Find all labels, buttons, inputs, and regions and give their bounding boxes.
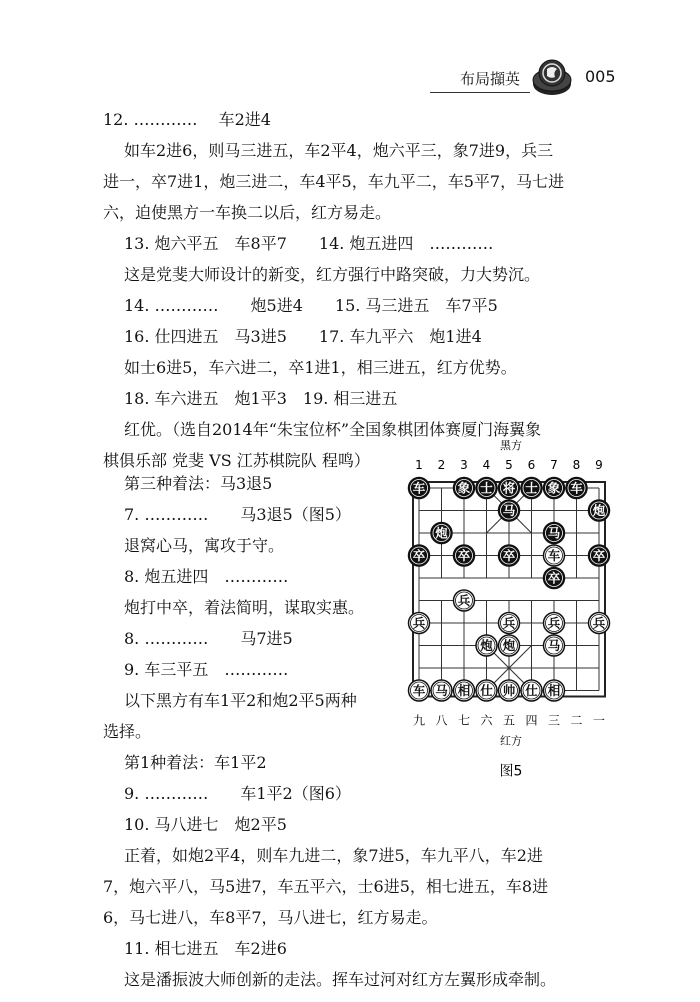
- piece-glyph: 卒: [502, 548, 516, 563]
- left-line: 9. ………… 车1平2（图6）: [124, 784, 351, 803]
- text-line: 如车2进6，则马三进五，车2平4，炮六平三，象7进9，兵三: [124, 141, 554, 160]
- piece-glyph: 马: [502, 503, 516, 518]
- left-line: 退窝心马，寓攻于守。: [124, 536, 285, 555]
- text-line: 进一，卒7进1，炮三进二，车4平5，车九平二，车5平7，马七进: [103, 172, 565, 191]
- left-line: 8. ………… 马7进5: [124, 629, 293, 648]
- piece-glyph: 兵: [457, 593, 471, 608]
- piece-glyph: 车: [570, 480, 583, 496]
- text-line: 如士6进5，车六进二，卒1进1，相三进五，红方优势。: [124, 358, 517, 377]
- move-line: 13. 炮六平五 车8平7 14. 炮五进四 …………: [124, 234, 494, 253]
- xiangqi-board: [400, 432, 622, 792]
- chess-diagram: [400, 432, 622, 792]
- file-number-bottom: 九: [412, 713, 426, 728]
- piece-glyph: 兵: [412, 615, 426, 631]
- file-number-bottom: 一: [592, 713, 606, 728]
- file-number-top: 1: [415, 458, 423, 472]
- file-number-bottom: 三: [547, 713, 561, 728]
- file-number-top: 3: [460, 458, 468, 472]
- text-line: 这是党斐大师设计的新变，红方强行中路突破，力大势沉。: [124, 265, 541, 284]
- move-line: 18. 车六进五 炮1平3 19. 相三进五: [124, 389, 398, 408]
- left-line: 炮打中卒，着法简明，谋取实惠。: [124, 598, 365, 617]
- file-number-bottom: 八: [435, 713, 448, 728]
- left-line: 10. 马八进七 炮2平5: [124, 815, 287, 834]
- text-line: 这是潘振波大师创新的走法。挥车过河对红方左翼形成牵制。: [124, 970, 557, 989]
- file-number-top: 5: [505, 458, 513, 472]
- file-number-top: 7: [550, 458, 558, 472]
- piece-glyph: 车: [547, 548, 561, 563]
- file-number-bottom: 四: [525, 713, 538, 728]
- left-line: 以下黑方有车1平2和炮2平5两种: [124, 691, 357, 710]
- piece-glyph: 仕: [480, 683, 493, 698]
- piece-glyph: 相: [547, 683, 561, 698]
- page-number: 005: [585, 67, 616, 86]
- piece-glyph: 卒: [457, 548, 471, 563]
- file-number-bottom: 五: [502, 713, 516, 728]
- piece-glyph: 将: [502, 480, 516, 496]
- red-side-label: 红方: [500, 734, 522, 748]
- piece-glyph: 车: [412, 683, 426, 698]
- file-number-bottom: 二: [570, 713, 583, 728]
- piece-glyph: 象: [547, 480, 561, 496]
- file-number-top: 9: [595, 458, 603, 472]
- move-line: 14. ………… 炮5进4 15. 马三进五 车7平5: [124, 296, 498, 315]
- piece-glyph: 兵: [502, 615, 516, 631]
- left-line: 第三种着法：马3退5: [124, 474, 273, 493]
- file-number-bottom: 六: [480, 713, 493, 728]
- piece-glyph: 马: [435, 683, 448, 698]
- piece-glyph: 卒: [547, 570, 561, 586]
- page-header: [430, 62, 670, 102]
- left-line: 7. ………… 马3退5（图5）: [124, 505, 351, 524]
- file-number-top: 2: [437, 458, 446, 472]
- file-number-bottom: 七: [457, 713, 471, 728]
- left-line: 9. 车三平五 …………: [124, 660, 289, 679]
- move-line: 11. 相七进五 车2进6: [124, 939, 287, 958]
- left-line: 选择。: [103, 722, 152, 741]
- file-number-top: 8: [572, 458, 581, 472]
- piece-glyph: 象: [457, 480, 471, 496]
- piece-glyph: 炮: [592, 503, 606, 518]
- text-line: 6，马七进八，车8平7，马八进七，红方易走。: [103, 908, 438, 927]
- text-line: 红优。（选自2014年“朱宝位杯”全国象棋团体赛厦门海翼象: [124, 420, 542, 439]
- piece-glyph: 卒: [592, 548, 606, 563]
- move-line: 16. 仕四进五 马3进5 17. 车九平六 炮1进4: [124, 327, 482, 346]
- piece-glyph: 卒: [412, 548, 426, 563]
- file-number-top: 6: [527, 458, 536, 472]
- piece-glyph: 车: [412, 480, 426, 496]
- file-number-top: 4: [482, 458, 491, 472]
- piece-glyph: 炮: [480, 638, 493, 653]
- text-line: 棋俱乐部 党斐 VS 江苏棋院队 程鸣）: [103, 451, 370, 470]
- black-side-label: 黑方: [500, 439, 522, 452]
- text-line: 7，炮六平八，马5进7，车五平六，士6进5，相七进五，车8进: [103, 877, 549, 896]
- figure-caption: 图5: [499, 763, 523, 780]
- header-rule: [430, 92, 530, 93]
- piece-glyph: 帅: [502, 683, 516, 698]
- piece-glyph: 炮: [502, 638, 516, 653]
- header-title: 布局擷英: [460, 70, 521, 88]
- text-line: 正着，如炮2平4，则车九进二，象7进5，车九平八，车2进: [124, 846, 543, 865]
- piece-glyph: 炮: [435, 525, 448, 541]
- piece-glyph: 士: [480, 480, 493, 496]
- text-line: 六，迫使黑方一车换二以后，红方易走。: [103, 203, 392, 222]
- piece-glyph: 马: [547, 525, 561, 541]
- chess-logo-icon: [530, 56, 574, 100]
- piece-glyph: 马: [547, 638, 561, 653]
- piece-glyph: 兵: [592, 615, 606, 631]
- piece-glyph: 士: [525, 480, 538, 496]
- piece-glyph: 兵: [547, 615, 561, 631]
- piece-glyph: 仕: [525, 683, 538, 698]
- move-line: 12. ………… 车2进4: [103, 110, 271, 129]
- piece-glyph: 相: [457, 683, 471, 698]
- left-line: 8. 炮五进四 …………: [124, 567, 289, 586]
- left-line: 第1种着法：车1平2: [124, 753, 267, 772]
